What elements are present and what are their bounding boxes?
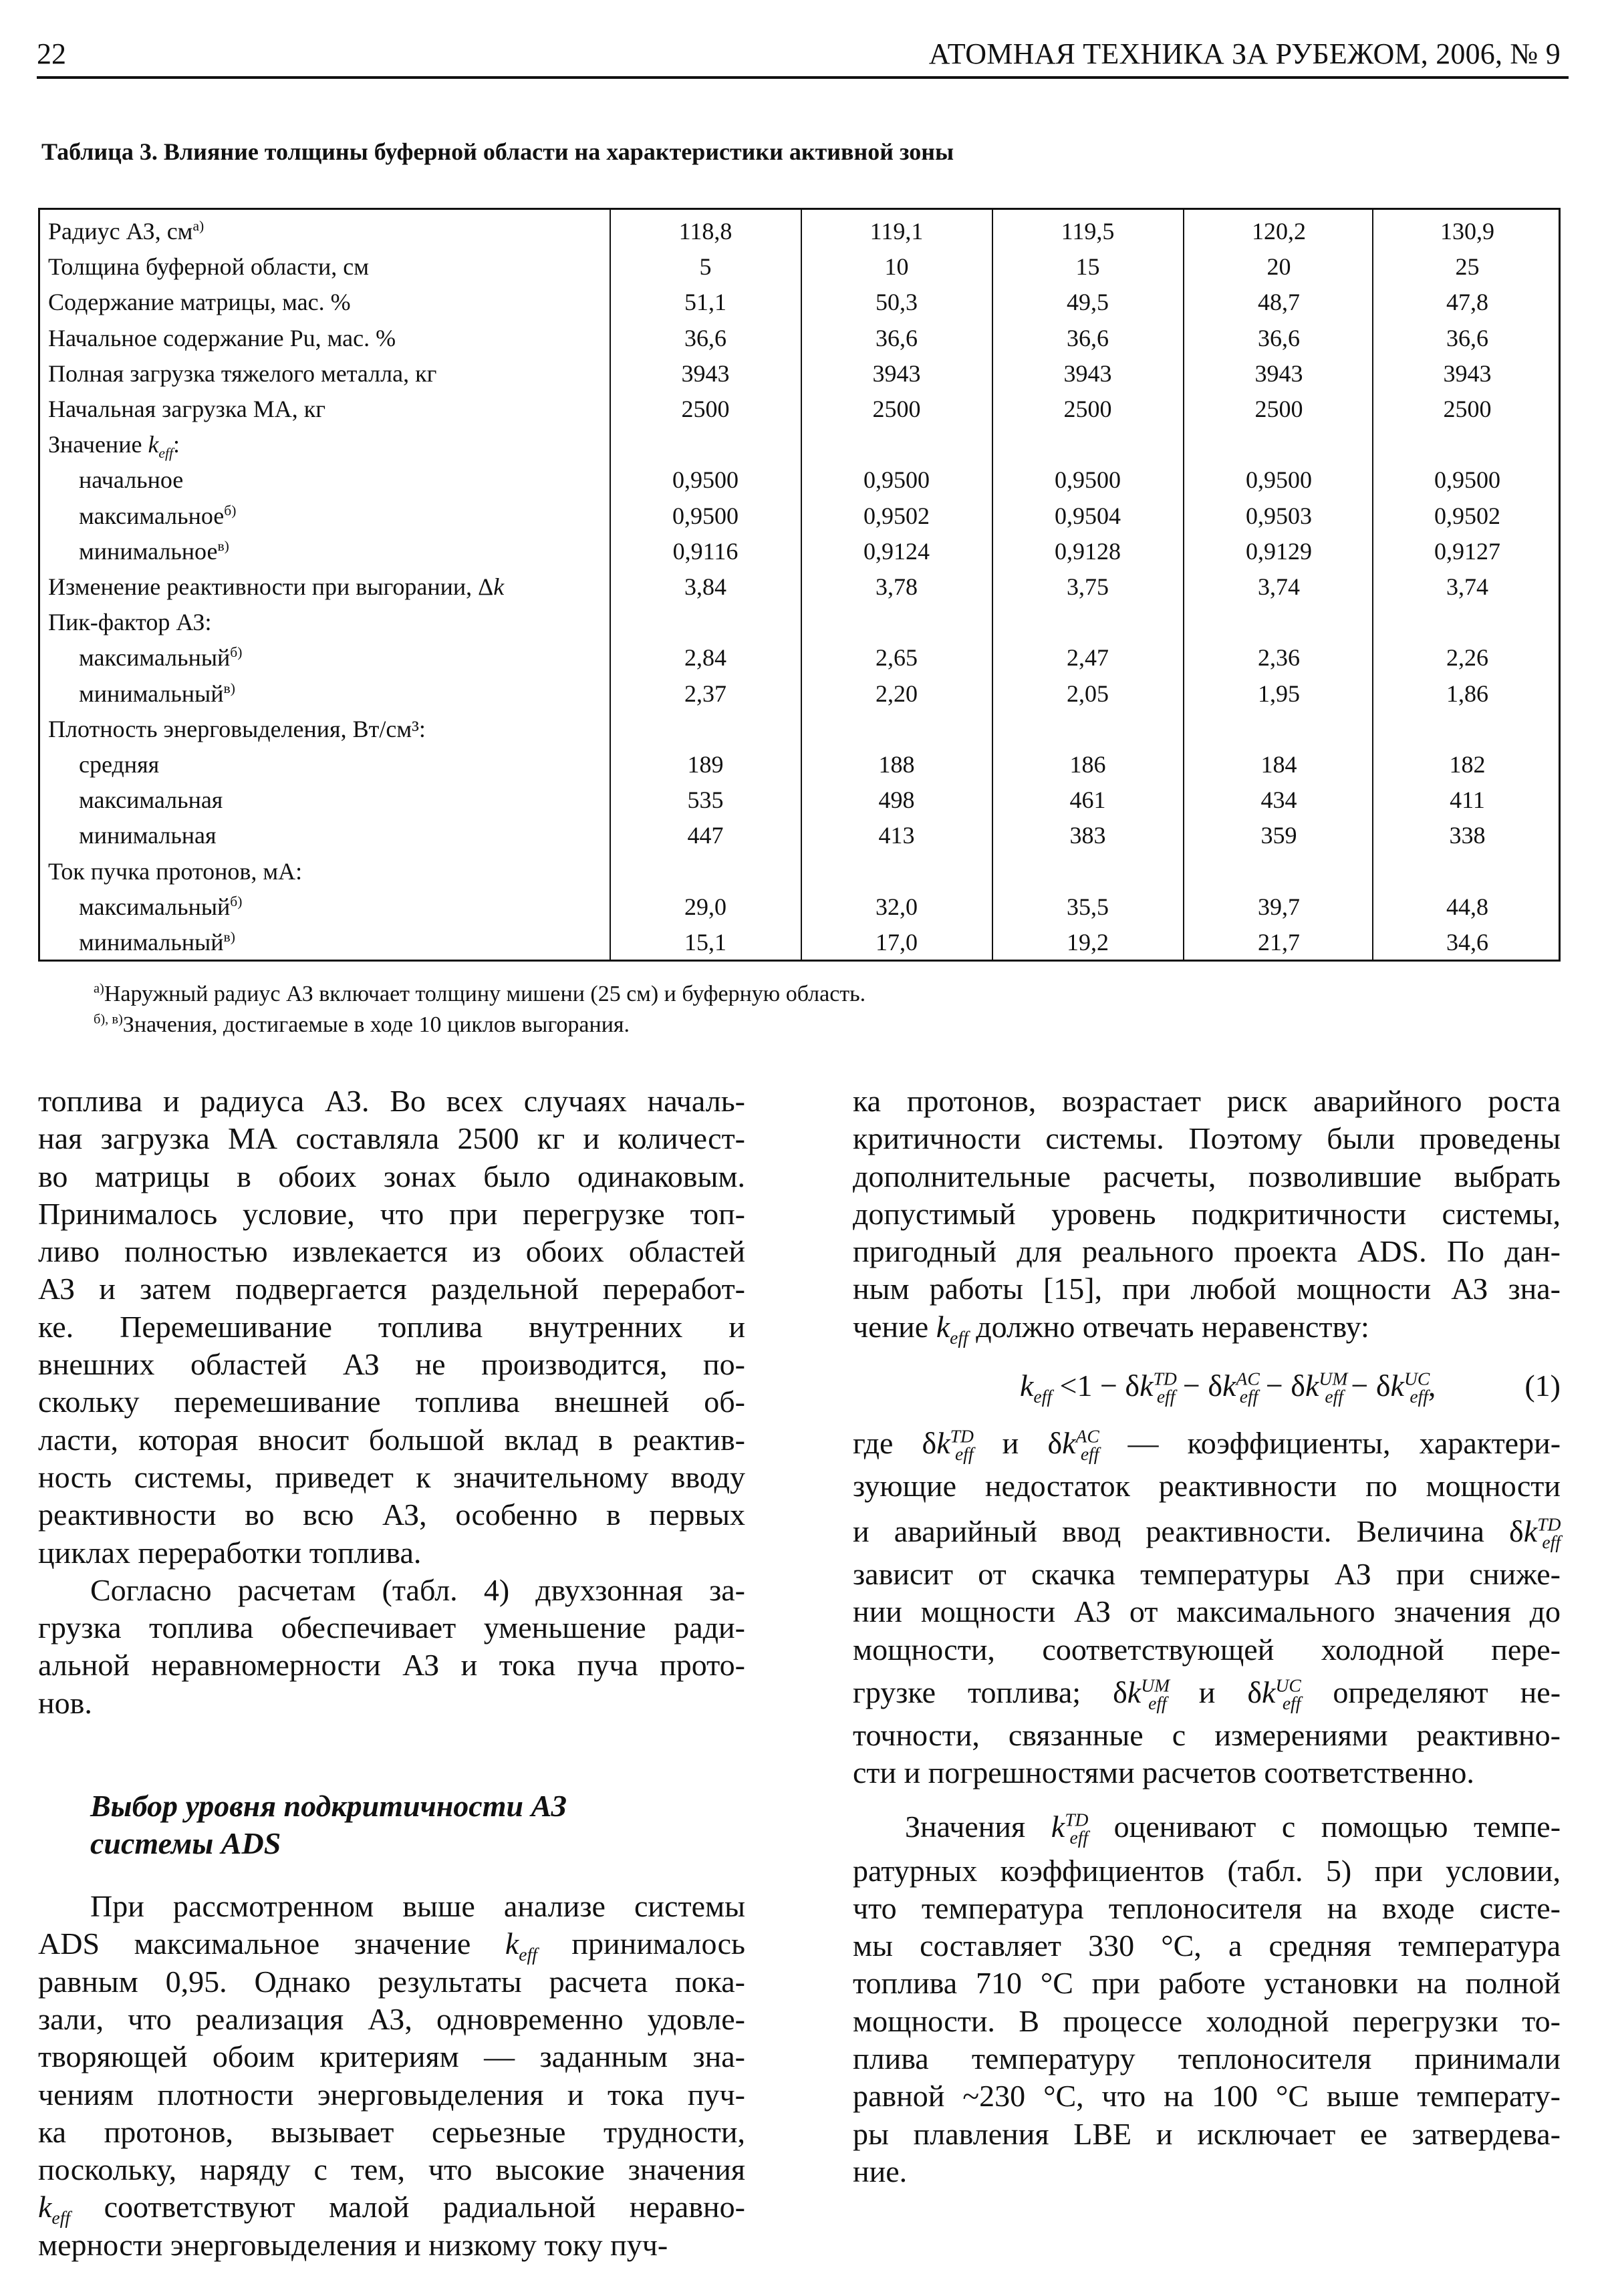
cell-value: 2,84	[684, 644, 726, 672]
k-td: $k^{TD}_{eff}$	[1051, 1809, 1089, 1848]
paragraph	[853, 1083, 1561, 1346]
cell-value: 36,6	[1067, 324, 1109, 351]
cell-value: 3943	[1063, 360, 1112, 387]
text-line: реактивности во всю АЗ, особенно в первых	[38, 1497, 745, 1532]
text-line: где $\delta k^{TD}_{eff}$ и $\delta k^{AC}_{eff}$ — коэффициенты, характери-	[853, 1425, 1561, 1465]
text-line: ливо полностью извлекается из обоих областей	[38, 1234, 745, 1269]
table-row	[40, 392, 1559, 427]
text-line: ка протонов, вызывает серьезные трудности,	[38, 2114, 745, 2149]
section-heading-line: Выбор уровня подкритичности АЗ	[90, 1789, 567, 1824]
row-label: минимальное$^{в)}$	[79, 537, 229, 565]
text-line: зависит от скачка температуры АЗ при сниже-	[853, 1557, 1561, 1592]
cell-value: 0,9128	[1055, 537, 1121, 565]
cell-value: 48,7	[1258, 289, 1300, 316]
text-line: $k_{eff}$ соответствуют малой радиальной неравно-	[38, 2190, 745, 2229]
cell-value: 0,9129	[1246, 537, 1312, 565]
table-footnote-a	[94, 980, 865, 1009]
cell-value: 20	[1266, 253, 1291, 281]
text-line: точности, связанные с измерениями реактивно-	[853, 1717, 1561, 1752]
table-row	[40, 854, 1559, 889]
cell-value: 15,1	[684, 929, 726, 956]
footnote-ref: в)	[223, 929, 235, 945]
table-row	[40, 214, 1559, 249]
table-row	[40, 249, 1559, 285]
paragraph	[38, 1888, 745, 2264]
cell-value: 411	[1450, 786, 1485, 814]
text-line: пригодный для реального проекта ADS. По дан-	[853, 1234, 1561, 1269]
table-row	[40, 782, 1559, 818]
delta-k-td: $\delta k^{TD}_{eff}$	[1509, 1514, 1561, 1553]
text-line: равным 0,95. Однако результаты расчета пока-	[38, 1964, 745, 1999]
row-label: средняя	[79, 751, 160, 778]
text-line: плива температуру теплоносителя принимали	[853, 2041, 1561, 2076]
row-label: максимальное$^{б)}$	[79, 502, 237, 529]
row-label: Полная загрузка тяжелого металла, кг	[48, 360, 437, 387]
footnote-text: Наружный радиус АЗ включает толщину мишени (25 см) и буферную область.	[104, 982, 866, 1006]
text-line: ние.	[853, 2154, 908, 2188]
footnote-ref: в)	[217, 537, 229, 554]
cell-value: 19,2	[1067, 929, 1109, 956]
footnote-ref: б)	[230, 644, 243, 661]
delta-k-ac: $\delta k^{AC}_{eff}$	[1047, 1425, 1099, 1465]
text-line: мы составляет 330 °C, а средняя температура	[853, 1928, 1561, 1963]
cell-value: 2,47	[1067, 644, 1109, 672]
text-line: ность системы, приведет к значительному вводу	[38, 1459, 745, 1494]
cell-value: 0,9127	[1434, 537, 1500, 565]
section-heading	[38, 1787, 745, 1862]
text-line: допустимый уровень подкритичности системы,	[853, 1196, 1561, 1231]
cell-value: 39,7	[1258, 893, 1300, 920]
row-label: максимальный$^{б)}$	[79, 644, 243, 672]
table-row	[40, 818, 1559, 853]
cell-value: 0,9503	[1246, 502, 1312, 529]
text-line: во матрицы в обоих зонах было одинаковым.	[38, 1159, 745, 1193]
cell-value: 2,37	[684, 680, 726, 707]
text-line: ке. Перемешивание топлива внутренних и	[38, 1309, 745, 1344]
row-label: максимальный$^{б)}$	[79, 893, 243, 920]
cell-value: 0,9116	[672, 537, 739, 565]
cell-value: 498	[878, 786, 915, 814]
table-row	[40, 712, 1559, 747]
text-line: ка протонов, возрастает риск аварийного роста	[853, 1084, 1561, 1118]
row-label: максимальная	[79, 786, 223, 814]
row-label: Радиус АЗ, $см^{а)}$	[48, 218, 205, 245]
cell-value: 5	[699, 253, 712, 281]
cell-value: 0,9504	[1055, 502, 1121, 529]
cell-value: 0,9500	[672, 502, 739, 529]
text-line: скольку перемешивание топлива внешней об-	[38, 1385, 745, 1419]
table-row	[40, 321, 1559, 356]
cell-value: 0,9500	[672, 466, 739, 494]
cell-value: 44,8	[1446, 893, 1488, 920]
cell-value: 2,05	[1067, 680, 1109, 707]
text-line: внешних областей АЗ не производится, по-	[38, 1347, 745, 1382]
text-line: нов.	[38, 1685, 92, 1720]
row-label: Ток пучка протонов, мА:	[48, 857, 303, 885]
text-line: ADS максимальное значение $k_{eff}$ принималось	[38, 1926, 745, 1965]
row-label: Значение $k_{eff}$:	[48, 431, 180, 462]
table-row	[40, 534, 1559, 569]
cell-value: 3,74	[1446, 573, 1488, 600]
cell-value: 15	[1075, 253, 1100, 281]
table-row	[40, 498, 1559, 534]
cell-value: 47,8	[1446, 289, 1488, 316]
cell-value: 36,6	[1446, 324, 1488, 351]
cell-value: 35,5	[1067, 893, 1109, 920]
cell-value: 2500	[1063, 396, 1112, 422]
table-row	[40, 889, 1559, 925]
row-label: Толщина буферной области, см	[48, 253, 369, 281]
text-line: АЗ и затем подвергается раздельной переработ-	[38, 1272, 745, 1306]
row-label: Начальная загрузка МА, кг	[48, 396, 326, 422]
cell-value: 3,74	[1258, 573, 1300, 600]
text-line: и аварийный ввод реактивности. Величина $\delta k^{TD}_{eff}$	[853, 1514, 1561, 1553]
cell-value: 17,0	[876, 929, 918, 956]
table-row	[40, 925, 1559, 960]
cell-value: 2,65	[876, 644, 918, 672]
cell-value: 2,36	[1258, 644, 1300, 672]
cell-value: 2500	[1443, 396, 1492, 422]
cell-value: 0,9500	[1434, 466, 1500, 494]
cell-value: 49,5	[1067, 289, 1109, 316]
cell-value: 120,2	[1252, 218, 1306, 245]
delta-k-uc: $\delta k^{UC}_{eff}$	[1247, 1675, 1301, 1714]
paragraph-lines	[853, 1852, 1561, 2191]
cell-value: 2500	[1254, 396, 1303, 422]
table-row	[40, 747, 1559, 782]
cell-value: 21,7	[1258, 929, 1300, 956]
text-line: поскольку, наряду с тем, что высокие значения	[38, 2152, 745, 2187]
footnote-mark: а)	[94, 981, 104, 996]
cell-value: 2500	[681, 396, 730, 422]
table-footnote-bv	[94, 1010, 630, 1040]
text-line: альной неравномерности АЗ и тока пуча прото-	[38, 1648, 745, 1683]
text-line: ры плавления LBE и исключает ее затвердева-	[853, 2116, 1561, 2151]
page-number: 22	[37, 37, 66, 70]
paragraph	[853, 1802, 1561, 2191]
text-line: ная загрузка МА составляла 2500 кг и количест-	[38, 1121, 745, 1156]
text-line: равной ~230 °C, что на 100 °C выше температу-	[853, 2079, 1561, 2114]
text-line: ным работы [15], при любой мощности АЗ зна-	[853, 1272, 1561, 1306]
row-label: Начальное содержание Pu, мас. %	[48, 324, 396, 351]
formula-1	[853, 1346, 1561, 1419]
text-line: мерности энерговыделения и низкому току пуч-	[38, 2227, 668, 2262]
cell-value: 184	[1260, 751, 1297, 778]
cell-value: 3,84	[684, 573, 726, 600]
text-line: циклах переработки топлива.	[38, 1535, 422, 1570]
right-text-column	[853, 1083, 1561, 2190]
table-row	[40, 605, 1559, 640]
delta-k-um: $\delta k^{UM}_{eff}$	[1113, 1675, 1170, 1714]
cell-value: 36,6	[876, 324, 918, 351]
text-line: Значения $k^{TD}_{eff}$ оценивают с помощью темпе-	[905, 1809, 1561, 1848]
row-label: Изменение реактивности при выгорании, Δk	[48, 573, 505, 600]
cell-value: 25	[1455, 253, 1480, 281]
cell-value: 0,9500	[1246, 466, 1312, 494]
header-rule	[37, 76, 1569, 79]
cell-value: 34,6	[1446, 929, 1488, 956]
cell-value: 3943	[1254, 360, 1303, 387]
cell-value: 0,9124	[863, 537, 930, 565]
footnote-text: Значения, достигаемые в ходе 10 циклов выгорания.	[122, 1012, 630, 1037]
text-line: мощности. В процессе холодной перегрузки то-	[853, 2003, 1561, 2038]
cell-value: 3943	[681, 360, 730, 387]
cell-value: 182	[1449, 751, 1486, 778]
text-line: грузка топлива обеспечивает уменьшение ради-	[38, 1610, 745, 1645]
cell-value: 186	[1069, 751, 1106, 778]
paragraph	[38, 1083, 745, 1572]
delta-k-td: $\delta k^{TD}_{eff}$	[922, 1425, 974, 1465]
cell-value: 0,9500	[863, 466, 930, 494]
cell-value: 2,20	[876, 680, 918, 707]
text-line: нии мощности АЗ от максимального значения до	[853, 1594, 1561, 1629]
text-line: ласти, которая вносит большой вклад в реактив-	[38, 1422, 745, 1457]
cell-value: 118,8	[678, 218, 732, 245]
cell-value: 0,9502	[863, 502, 930, 529]
cell-value: 2500	[872, 396, 921, 422]
journal-title: АТОМНАЯ ТЕХНИКА ЗА РУБЕЖОМ, 2006, № 9	[928, 37, 1561, 70]
row-label: минимальная	[79, 822, 217, 849]
footnote-mark: б), в)	[94, 1012, 123, 1027]
formula-expression: $k_{eff} <1 - \delta k^{TD}_{eff} - \delta k^{AC}_{eff} - \delta k^{UM}_{eff} - \delta k^{UC}_{eff}$,	[1020, 1368, 1436, 1407]
cell-value: 461	[1069, 786, 1106, 814]
cell-value: 119,5	[1061, 218, 1115, 245]
text-line: ратурных коэффициентов (табл. 5) при условии,	[853, 1853, 1561, 1888]
text-line: творяющей обоим критериям — заданным зна-	[38, 2039, 745, 2074]
cell-value: 2,26	[1446, 644, 1488, 672]
text-line: критичности системы. Поэтому были проведены	[853, 1121, 1561, 1156]
cell-value: 189	[687, 751, 724, 778]
text-line: Согласно расчетам (табл. 4) двухзонная за-	[90, 1572, 745, 1607]
cell-value: 3,75	[1067, 573, 1109, 600]
cell-value: 359	[1260, 822, 1297, 849]
cell-value: 1,86	[1446, 680, 1488, 707]
table-row	[40, 569, 1559, 605]
table-row	[40, 427, 1559, 462]
text-line: чение $k_{eff}$ должно отвечать неравенству:	[853, 1309, 1369, 1348]
table-row	[40, 640, 1559, 676]
table-row	[40, 285, 1559, 320]
cell-value: 383	[1069, 822, 1106, 849]
text-line: чениям плотности энерговыделения и тока пуч-	[38, 2077, 745, 2112]
section-heading-line: системы ADS	[90, 1826, 281, 1861]
row-label: минимальный$^{в)}$	[79, 680, 235, 707]
text-line: топлива 710 °C при работе установки на полной	[853, 1966, 1561, 2001]
cell-value: 36,6	[1258, 324, 1300, 351]
cell-value: 119,1	[870, 218, 924, 245]
cell-value: 10	[884, 253, 909, 281]
row-label: Содержание матрицы, мас. %	[48, 289, 351, 316]
cell-value: 3943	[1443, 360, 1492, 387]
text-line: сти и погрешностями расчетов соответственно.	[853, 1755, 1474, 1790]
cell-value: 535	[687, 786, 724, 814]
cell-value: 50,3	[876, 289, 918, 316]
cell-value: 447	[687, 822, 724, 849]
cell-value: 188	[878, 751, 915, 778]
footnote-ref: б)	[224, 502, 237, 519]
cell-value: 3,78	[876, 573, 918, 600]
text-line: дополнительные расчеты, позволившие выбрать	[853, 1159, 1561, 1193]
paragraph	[853, 1419, 1561, 1791]
footnote-ref: а)	[192, 218, 205, 234]
cell-value: 130,9	[1440, 218, 1494, 245]
text-line: При рассмотренном выше анализе системы	[90, 1889, 745, 1924]
text-line: Принималось условие, что при перегрузке топ-	[38, 1196, 745, 1231]
cell-value: 0,9500	[1055, 466, 1121, 494]
table-row	[40, 676, 1559, 712]
cell-value: 0,9502	[1434, 502, 1500, 529]
text-line: топлива и радиуса АЗ. Во всех случаях началь-	[38, 1084, 745, 1118]
table-caption: Таблица 3. Влияние толщины буферной области на характеристики активной зоны	[41, 138, 954, 165]
left-text-column	[38, 1083, 745, 2264]
cell-value: 29,0	[684, 893, 726, 920]
row-label: начальное	[79, 466, 184, 494]
equation-number: (1)	[1524, 1369, 1561, 1403]
table-row	[40, 356, 1559, 392]
footnote-ref: в)	[223, 680, 235, 696]
text-line: зали, что реализация АЗ, одновременно удовле-	[38, 2001, 745, 2036]
data-table	[38, 208, 1561, 962]
text-line: мощности, соответствующей холодной пере-	[853, 1632, 1561, 1667]
row-label: Плотность энерговыделения, Вт/см³:	[48, 715, 426, 742]
text-line: что температура теплоносителя на входе систе-	[853, 1890, 1561, 1925]
cell-value: 32,0	[876, 893, 918, 920]
cell-value: 51,1	[684, 289, 726, 316]
cell-value: 3943	[872, 360, 921, 387]
row-label: минимальный$^{в)}$	[79, 929, 235, 956]
paragraph	[38, 1572, 745, 1722]
text-line: грузке топлива; $\delta k^{UM}_{eff}$ и $\delta k^{UC}_{eff}$ определяют не-	[853, 1675, 1561, 1714]
cell-value: 413	[878, 822, 915, 849]
cell-value: 338	[1449, 822, 1486, 849]
table-row	[40, 462, 1559, 498]
text-line: зующие недостаток реактивности по мощности	[853, 1469, 1561, 1503]
cell-value: 36,6	[684, 324, 726, 351]
footnote-ref: б)	[230, 893, 243, 909]
cell-value: 1,95	[1258, 680, 1300, 707]
row-label: Пик-фактор АЗ:	[48, 609, 212, 636]
cell-value: 434	[1260, 786, 1297, 814]
